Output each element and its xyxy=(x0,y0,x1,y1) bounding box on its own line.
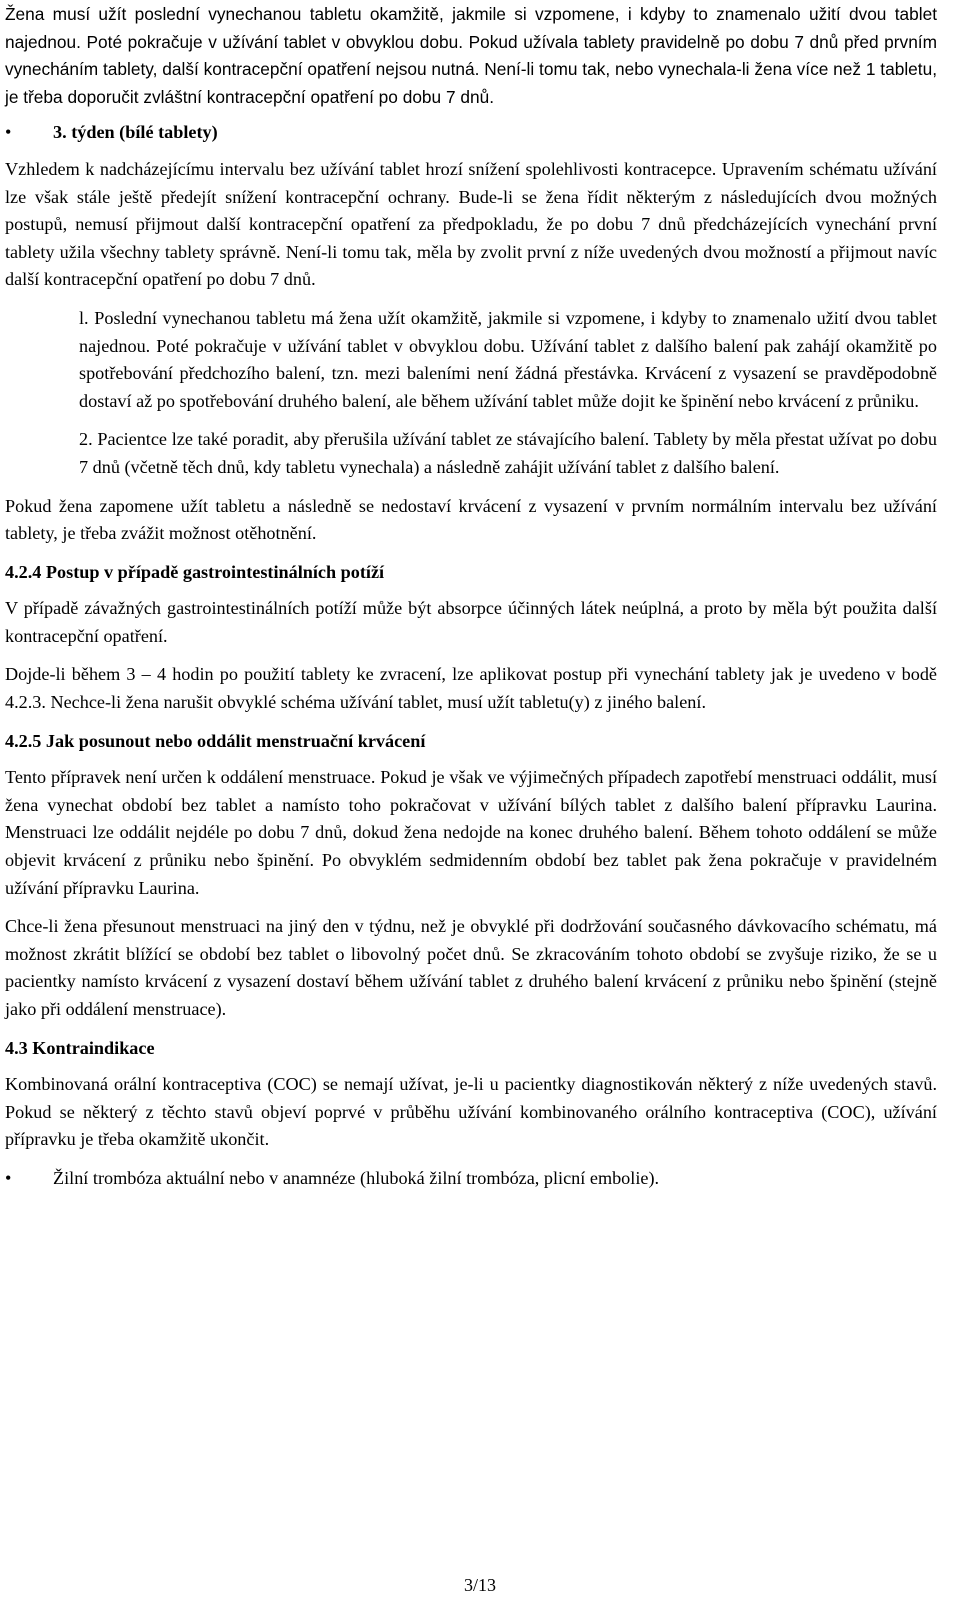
heading-4-2-5: 4.2.5 Jak posunout nebo oddálit menstruační krvácení xyxy=(5,730,426,751)
paragraph-gi-absorption: V případě závažných gastrointestinálních potíží může být absorpce účinných látek neúplná, a proto by měla být použita další kontracepční opatření. xyxy=(5,598,937,646)
bullet-dot: • xyxy=(5,122,12,143)
paragraph-missed-tablet-part2: Není-li tomu tak, nebo vynechala-li žena více než 1 tabletu, je třeba doporučit zvláštní kontracepční opatření po dobu 7 dnů. xyxy=(5,59,937,107)
paragraph-delay-menstruation: Tento přípravek není určen k oddálení menstruace. Pokud je však ve výjimečných případech zapotřebí menstruaci oddálit, musí žena vynechat období bez tablet a namísto toho pokračovat v užívání bílých tablet z dalšího balení přípravku Laurina. Menstruaci lze oddálit nejdéle po dobu 7 dnů, dokud žena nedojde na konec druhého balení. Během tohoto oddálení se může objevit krvácení z průniku nebo špinění. Po obvyklém sedmidenním období bez tablet pak žena pokračuje v pravidelném užívání přípravku Laurina. xyxy=(5,767,937,898)
paragraph-missed-tablet-part1: Žena musí užít poslední vynechanou tabletu okamžitě, jakmile si vzpomene, i kdyby to znamenalo užití dvou tablet najednou. Poté pokračuje v užívání tablet v obvyklou dobu. Pokud užívala tablety pravidelně po dobu 7 dnů před prvním vynecháním tablety, další kontracepční opatření nejsou nutná. xyxy=(5,4,937,80)
paragraph-gi-vomiting: Dojde-li během 3 – 4 hodin po použití tablety ke zvracení, lze aplikovat postup při vynechání tablety jak je uvedeno v bodě 4.2.3. Nechce-li žena narušit obvyklé schéma užívání tablet, musí užít tabletu(y) z jiného balení. xyxy=(5,664,937,713)
bullet-week3-heading xyxy=(5,119,937,147)
paragraph-no-withdrawal-bleeding: Pokud žena zapomene užít tabletu a následně se nedostaví krvácení z vysazení v prvním normálním intervalu bez užívání tablety, je třeba zvážit možnost otěhotnění. xyxy=(5,495,937,544)
bullet-dot: • xyxy=(5,1167,12,1188)
heading-4-3: 4.3 Kontraindikace xyxy=(5,1037,155,1058)
heading-4-2-4: 4.2.4 Postup v případě gastrointestinálních potíží xyxy=(5,561,385,582)
paragraph-option-1: l. Poslední vynechanou tabletu má žena užít okamžitě, jakmile si vzpomene, i kdyby to znamenalo užití dvou tablet najednou. Poté pokračuje v užívání tablet v obvyklou dobu. Užívání tablet z dalšího balení pak zahájí okamžitě po spotřebování předchozího balení, tzn. mezi baleními není žádná přestávka. Krvácení z vysazení se pravděpodobně dostaví až po spotřebování druhého balení, ale během užívání tablet může dojit ke špinění nebo krvácení z průniku. xyxy=(79,307,937,411)
paragraph-week3-body: Vzhledem k nadcházejícímu intervalu bez užívání tablet hrozí snížení spolehlivosti kontracepce. Upravením schématu užívání lze však stále ještě předejít snížení kontracepční ochrany. Bude-li se žena řídit některým z následujících dvou možných postupů, nemusí přijmout další kontracepční opatření za předpokladu, že po dobu 7 dnů předcházejících vynechání první tablety užila všechny tablety správně. Není-li tomu tak, měla by zvolit první z níže uvedených dvou možností a přijmout navíc další kontracepční opatření po dobu 7 dnů. xyxy=(5,158,937,290)
paragraph-option-2: 2. Pacientce lze také poradit, aby přerušila užívání tablet ze stávajícího balení. Tablety by měla přestat užívat po dobu 7 dnů (včetně těch dnů, kdy tabletu vynechala) a následně zahájit užívání tablet z dalšího balení. xyxy=(79,429,937,477)
paragraph-contraindications: Kombinovaná orální kontraceptiva (COC) se nemají užívat, je-li u pacientky diagnostikován některý z níže uvedených stavů. Pokud se některý z těchto stavů objeví poprvé v průběhu užívání kombinovaného orálního kontraceptiva (COC), užívání přípravku je třeba okamžitě ukončit. xyxy=(5,1074,937,1150)
page-number: 3/13 xyxy=(463,1575,496,1595)
bullet-venous-thrombosis xyxy=(5,1165,937,1193)
paragraph-missed-tablet xyxy=(5,1,937,111)
bullet-venous-thrombosis-text: Žilní trombóza aktuální nebo v anamnéze (hluboká žilní trombóza, plicní embolie). xyxy=(53,1167,660,1188)
paragraph-shift-menstruation: Chce-li žena přesunout menstruaci na jiný den v týdnu, než je obvyklé při dodržování současného dávkovacího schématu, má možnost zkrátit blížící se období bez tablet o libovolný počet dnů. Se zkracováním tohoto období se zvyšuje riziko, že se u pacientky namísto krvácení z vysazení dostaví během užívání tablet z druhého balení krvácení z průniku nebo špinění (stejně jako při oddálení menstruace). xyxy=(5,916,937,1019)
document-page xyxy=(5,0,937,1193)
week3-heading: 3. týden (bílé tablety) xyxy=(53,122,218,143)
